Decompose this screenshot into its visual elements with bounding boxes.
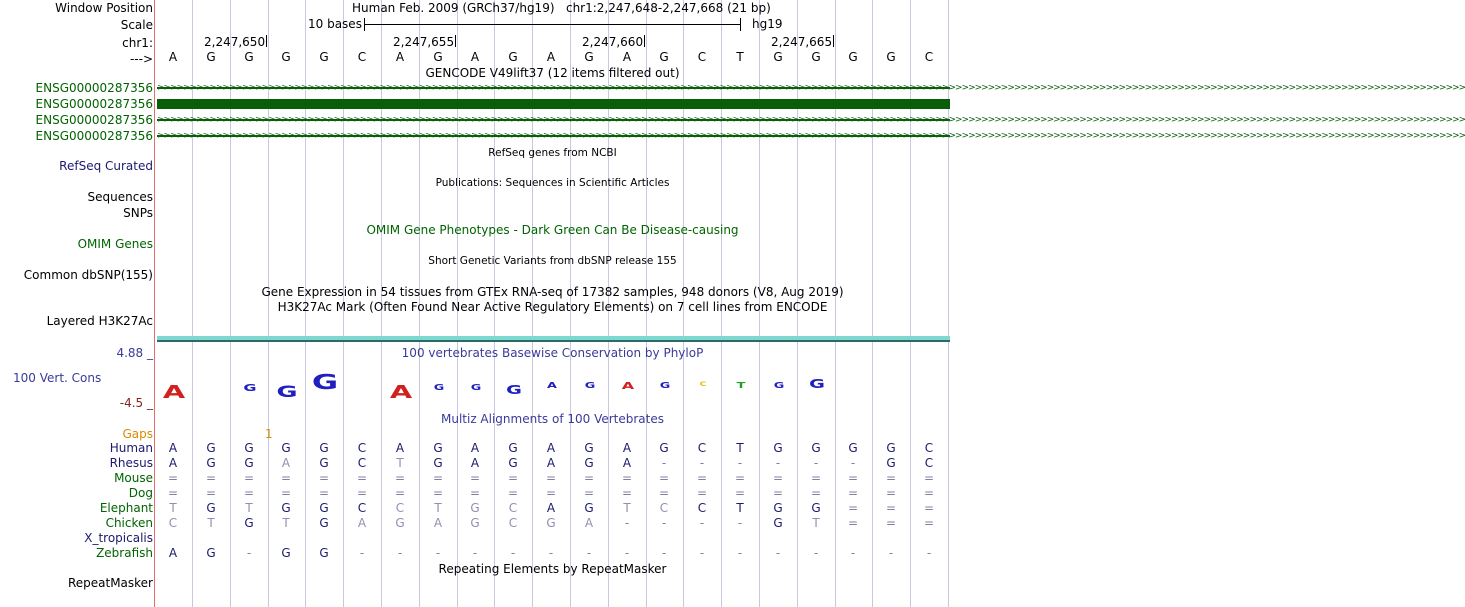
logo-letter: G	[773, 381, 785, 390]
logo-letter: G	[311, 370, 339, 394]
logo-letter: A	[389, 382, 413, 403]
species-base: =	[318, 486, 330, 500]
species-base: -	[510, 546, 516, 560]
species-base: =	[432, 486, 444, 500]
gencode-strand-chevrons: >>>>>>>>>>>>>>>>>>>>>>>>>>>>>>>>>>>>>>>>>>>>>>>>>>>>>>>>>>>>>>>>>>>>>>>>>>>>>>>>>>>>>>>>>>>>>>>>>>>>>>>>>>>>>>>>>>>>>>>>>>>>>>>>>>>>>>>>>>>>>>>>>>>>>>>>>>>>>>>>>>>>>>>>>>>>>>>>>>>>>>>>>>>>>>>>>>>>>>>>	[157, 131, 1465, 141]
species-base: G	[811, 441, 821, 455]
logo-letter: G	[659, 381, 671, 390]
species-base: =	[923, 501, 935, 515]
species-base: G	[244, 441, 254, 455]
species-base: G	[395, 516, 405, 530]
species-base: G	[508, 456, 518, 470]
reference-base: G	[281, 50, 291, 64]
species-base: A	[622, 441, 632, 455]
species-base: -	[813, 546, 819, 560]
species-base: =	[507, 486, 519, 500]
species-base: G	[773, 441, 783, 455]
repeatmasker-title: Repeating Elements by RepeatMasker	[438, 562, 667, 576]
species-base: A	[168, 441, 178, 455]
species-base: G	[206, 501, 216, 515]
species-base: -	[397, 546, 403, 560]
species-base: C	[357, 501, 367, 515]
species-base: =	[810, 486, 822, 500]
species-base: -	[586, 546, 592, 560]
species-base: A	[584, 516, 594, 530]
species-base: =	[923, 471, 935, 485]
reference-base: G	[848, 50, 858, 64]
species-base: =	[658, 486, 670, 500]
species-base: A	[470, 456, 480, 470]
omim-label[interactable]: OMIM Genes	[77, 237, 153, 251]
gtex-title: Gene Expression in 54 tissues from GTEx RNA-seq of 17382 samples, 948 donors (V8, Aug 2019)	[261, 285, 844, 299]
omim-title: OMIM Gene Phenotypes - Dark Green Can Be Disease-causing	[366, 223, 739, 237]
species-base: -	[246, 546, 252, 560]
species-base: C	[697, 441, 707, 455]
sequences-label[interactable]: Sequences	[87, 190, 153, 204]
species-base: =	[583, 471, 595, 485]
reference-base: C	[697, 50, 707, 64]
species-base: G	[244, 516, 254, 530]
species-base: G	[773, 501, 783, 515]
species-sequence-row	[0, 441, 950, 455]
publications-title: Publications: Sequences in Scientific Articles	[435, 177, 670, 189]
species-base: -	[624, 546, 630, 560]
species-label[interactable]: Chicken	[105, 516, 153, 530]
window-position-label: Window Position	[55, 1, 153, 15]
logo-letter: G	[470, 383, 482, 392]
reference-base: G	[508, 50, 518, 64]
species-base: C	[508, 516, 518, 530]
reference-base: G	[886, 50, 896, 64]
species-base: G	[319, 516, 329, 530]
species-base: T	[736, 441, 744, 455]
species-base: =	[167, 471, 179, 485]
species-base: A	[168, 456, 178, 470]
logo-letter: A	[162, 382, 186, 403]
species-base: =	[243, 471, 255, 485]
species-base: =	[621, 486, 633, 500]
species-base: =	[885, 486, 897, 500]
species-base: =	[545, 486, 557, 500]
species-base: =	[621, 471, 633, 485]
species-base: -	[737, 516, 743, 530]
coordinate-tick	[266, 35, 267, 47]
reference-base: G	[433, 50, 443, 64]
logo-letter: C	[699, 381, 707, 388]
species-base: G	[206, 441, 216, 455]
species-label[interactable]: Zebrafish	[96, 546, 153, 560]
species-base: -	[737, 546, 743, 560]
species-base: =	[280, 471, 292, 485]
species-base: =	[847, 516, 859, 530]
species-base: A	[168, 546, 178, 560]
species-base: C	[659, 501, 669, 515]
reference-base: G	[659, 50, 669, 64]
h3k27ac-title: H3K27Ac Mark (Often Found Near Active Regulatory Elements) on 7 cell lines from ENCODE	[277, 300, 828, 314]
gencode-track-title: GENCODE V49lift37 (12 items filtered out)	[425, 66, 680, 80]
reference-base: G	[319, 50, 329, 64]
h3k27ac-baseline	[157, 340, 950, 342]
species-base: T	[434, 501, 442, 515]
species-sequence-row	[0, 546, 950, 560]
species-base: T	[207, 516, 215, 530]
gap-marker: 1	[265, 427, 273, 441]
species-base: A	[433, 516, 443, 530]
species-base: -	[699, 546, 705, 560]
species-label[interactable]: Rhesus	[109, 456, 153, 470]
reference-base: A	[546, 50, 556, 64]
species-base: C	[508, 501, 518, 515]
species-base: G	[319, 456, 329, 470]
species-base: =	[356, 471, 368, 485]
coordinate-label: 2,247,650	[204, 35, 266, 49]
species-base: G	[508, 441, 518, 455]
species-base: -	[548, 546, 554, 560]
species-base: G	[886, 441, 896, 455]
phylop-title: 100 vertebrates Basewise Conservation by PhyloP	[401, 346, 704, 360]
species-base: G	[773, 516, 783, 530]
h3k27ac-label[interactable]: Layered H3K27Ac	[46, 314, 153, 328]
position-text: chr1:2,247,648-2,247,668 (21 bp)	[565, 1, 771, 15]
species-base: C	[168, 516, 178, 530]
species-base: -	[926, 546, 932, 560]
species-base: =	[923, 486, 935, 500]
species-base: T	[623, 501, 631, 515]
species-base: =	[847, 471, 859, 485]
species-base: =	[885, 471, 897, 485]
species-base: A	[357, 516, 367, 530]
species-base: -	[699, 456, 705, 470]
species-base: A	[470, 441, 480, 455]
species-base: G	[546, 516, 556, 530]
species-base: G	[206, 546, 216, 560]
multiz-title: Multiz Alignments of 100 Vertebrates	[440, 412, 665, 426]
db-name: hg19	[752, 17, 783, 31]
reference-base: A	[395, 50, 405, 64]
gencode-exon-bar[interactable]	[157, 99, 950, 109]
phylop-label[interactable]: 100 Vert. Cons	[13, 371, 102, 385]
species-base: -	[850, 546, 856, 560]
species-base: -	[775, 456, 781, 470]
species-base: -	[813, 456, 819, 470]
species-base: T	[169, 501, 177, 515]
species-base: =	[696, 471, 708, 485]
species-base: A	[395, 441, 405, 455]
species-base: =	[847, 501, 859, 515]
species-base: G	[584, 501, 594, 515]
species-base: =	[885, 501, 897, 515]
scale-bar	[364, 24, 741, 25]
species-sequence-row	[0, 456, 950, 470]
species-base: T	[245, 501, 253, 515]
coordinate-label: 2,247,655	[393, 35, 455, 49]
species-base: C	[357, 456, 367, 470]
species-base: =	[923, 516, 935, 530]
reference-base: C	[357, 50, 367, 64]
species-base: =	[545, 471, 557, 485]
species-base: T	[396, 456, 404, 470]
species-label[interactable]: X_tropicalis	[84, 531, 153, 545]
species-base: =	[734, 486, 746, 500]
logo-letter: G	[276, 382, 298, 401]
species-base: T	[812, 516, 820, 530]
species-base: =	[394, 486, 406, 500]
species-base: =	[318, 471, 330, 485]
gencode-item-label[interactable]: ENSG00000287356	[35, 97, 153, 111]
species-base: G	[811, 501, 821, 515]
species-sequence-row	[0, 516, 950, 530]
species-base: -	[699, 516, 705, 530]
species-base: =	[810, 471, 822, 485]
species-base: -	[661, 516, 667, 530]
species-base: G	[433, 456, 443, 470]
coordinate-label: 2,247,660	[582, 35, 644, 49]
species-base: G	[281, 501, 291, 515]
species-base: =	[469, 471, 481, 485]
species-base: G	[584, 441, 594, 455]
species-base: =	[280, 486, 292, 500]
phylop-max: 4.88 _	[116, 346, 153, 360]
species-base: A	[622, 456, 632, 470]
species-base: =	[885, 516, 897, 530]
species-base: G	[470, 516, 480, 530]
snps-label[interactable]: SNPs	[123, 206, 153, 220]
species-label[interactable]: Mouse	[114, 471, 153, 485]
species-base: =	[205, 486, 217, 500]
species-sequence-row	[0, 531, 950, 545]
species-base: C	[395, 501, 405, 515]
refseq-title: RefSeq genes from NCBI	[488, 147, 617, 159]
scale-label: Scale	[120, 18, 153, 32]
species-base: -	[737, 456, 743, 470]
species-base: =	[394, 471, 406, 485]
species-base: =	[847, 486, 859, 500]
species-base: A	[281, 456, 291, 470]
scale-text: 10 bases	[308, 17, 362, 31]
species-sequence-row	[0, 486, 950, 500]
reference-base: G	[773, 50, 783, 64]
species-base: G	[470, 501, 480, 515]
reference-base: A	[470, 50, 480, 64]
gencode-item-label[interactable]: ENSG00000287356	[35, 113, 153, 127]
species-sequence-row	[0, 501, 950, 515]
species-base: A	[546, 441, 556, 455]
species-base: =	[356, 486, 368, 500]
species-base: G	[886, 456, 896, 470]
logo-letter: T	[736, 381, 746, 390]
reference-base: G	[584, 50, 594, 64]
species-base: G	[281, 441, 291, 455]
species-base: G	[206, 456, 216, 470]
species-base: =	[772, 486, 784, 500]
refseq-label[interactable]: RefSeq Curated	[59, 159, 153, 173]
species-sequence-row	[0, 471, 950, 485]
species-base: -	[435, 546, 441, 560]
coordinate-tick	[455, 35, 456, 47]
logo-letter: G	[243, 383, 257, 394]
species-base: =	[469, 486, 481, 500]
reference-base: G	[244, 50, 254, 64]
species-base: G	[584, 456, 594, 470]
species-base: -	[661, 546, 667, 560]
strand-arrow-label: --->	[129, 52, 153, 66]
reference-base: A	[168, 50, 178, 64]
species-base: -	[661, 456, 667, 470]
logo-letter: G	[506, 383, 522, 397]
scale-bar-left-end	[364, 18, 365, 31]
reference-base: T	[736, 50, 744, 64]
species-label[interactable]: Elephant	[99, 501, 153, 515]
species-base: G	[319, 441, 329, 455]
reference-bases	[0, 50, 950, 64]
species-base: =	[583, 486, 595, 500]
species-base: C	[357, 441, 367, 455]
dbsnp-title: Short Genetic Variants from dbSNP release 155	[428, 255, 677, 267]
repeatmasker-label[interactable]: RepeatMasker	[67, 576, 153, 590]
reference-base: G	[811, 50, 821, 64]
coordinate-tick	[833, 35, 834, 47]
assembly-title	[352, 1, 771, 15]
species-base: -	[775, 546, 781, 560]
logo-letter: G	[584, 381, 596, 390]
species-base: -	[359, 546, 365, 560]
species-base: =	[696, 486, 708, 500]
logo-letter: G	[809, 377, 825, 391]
species-base: G	[433, 441, 443, 455]
species-base: G	[848, 441, 858, 455]
gaps-label[interactable]: Gaps	[122, 427, 153, 441]
reference-base: A	[622, 50, 632, 64]
species-base: =	[432, 471, 444, 485]
species-base: A	[546, 501, 556, 515]
species-base: =	[167, 486, 179, 500]
reference-base: C	[924, 50, 934, 64]
species-base: -	[472, 546, 478, 560]
logo-letter: G	[433, 383, 445, 392]
species-base: -	[624, 516, 630, 530]
species-base: =	[205, 471, 217, 485]
species-base: -	[888, 546, 894, 560]
assembly-name: Human Feb. 2009 (GRCh37/hg19)	[352, 1, 555, 15]
coordinate-label: 2,247,665	[771, 35, 833, 49]
species-label[interactable]: Human	[109, 441, 153, 455]
gencode-strand-chevrons: >>>>>>>>>>>>>>>>>>>>>>>>>>>>>>>>>>>>>>>>>>>>>>>>>>>>>>>>>>>>>>>>>>>>>>>>>>>>>>>>>>>>>>>>>>>>>>>>>>>>>>>>>>>>>>>>>>>>>>>>>>>>>>>>>>>>>>>>>>>>>>>>>>>>>>>>>>>>>>>>>>>>>>>>>>>>>>>>>>>>>>>>>>>>>>>>>>>>>>>>	[157, 83, 1465, 93]
chr-label: chr1:	[122, 36, 153, 50]
dbsnp-label[interactable]: Common dbSNP(155)	[23, 268, 153, 282]
species-base: C	[924, 456, 934, 470]
species-base: =	[734, 471, 746, 485]
scale-bar-right-end	[740, 18, 741, 31]
species-base: G	[319, 501, 329, 515]
species-base: C	[924, 441, 934, 455]
species-base: =	[507, 471, 519, 485]
species-base: =	[243, 486, 255, 500]
reference-base: G	[206, 50, 216, 64]
species-base: A	[546, 456, 556, 470]
species-base: =	[772, 471, 784, 485]
species-base: G	[319, 546, 329, 560]
species-base: G	[244, 456, 254, 470]
species-base: =	[658, 471, 670, 485]
species-base: T	[282, 516, 290, 530]
gencode-item-label[interactable]: ENSG00000287356	[35, 81, 153, 95]
logo-letter: A	[621, 381, 635, 392]
logo-letter: A	[547, 381, 557, 390]
species-base: T	[736, 501, 744, 515]
species-base: -	[850, 456, 856, 470]
species-base: C	[697, 501, 707, 515]
gencode-strand-chevrons: >>>>>>>>>>>>>>>>>>>>>>>>>>>>>>>>>>>>>>>>>>>>>>>>>>>>>>>>>>>>>>>>>>>>>>>>>>>>>>>>>>>>>>>>>>>>>>>>>>>>>>>>>>>>>>>>>>>>>>>>>>>>>>>>>>>>>>>>>>>>>>>>>>>>>>>>>>>>>>>>>>>>>>>>>>>>>>>>>>>>>>>>>>>>>>>>>>>>>>>>	[157, 115, 1465, 125]
species-label[interactable]: Dog	[128, 486, 153, 500]
coordinate-tick	[644, 35, 645, 47]
phylop-min: -4.5 _	[119, 396, 153, 410]
gencode-item-label[interactable]: ENSG00000287356	[35, 129, 153, 143]
species-base: G	[659, 441, 669, 455]
species-base: G	[281, 546, 291, 560]
